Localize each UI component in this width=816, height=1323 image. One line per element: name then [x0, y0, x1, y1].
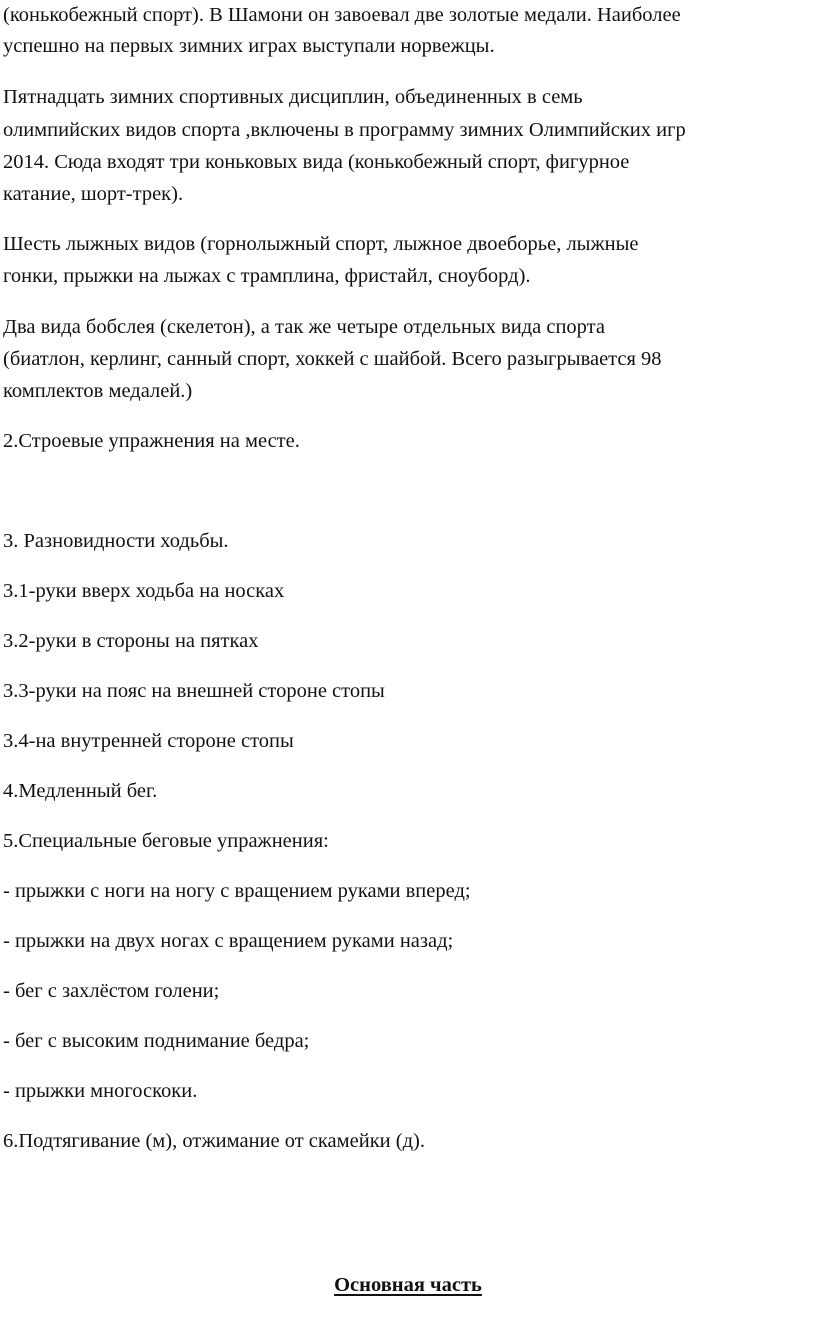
paragraph-2-line-4: катание, шорт-трек). [3, 183, 184, 205]
list-item: 5.Специальные беговые упражнения: [3, 830, 329, 852]
list-item: 3.1-руки вверх ходьба на носках [3, 580, 285, 602]
list-item: 4.Медленный бег. [3, 780, 158, 802]
paragraph-1-line-1: (конькобежный спорт). В Шамони он завоевал две золотые медали. Наиболее [3, 4, 681, 26]
list-item: 3.2-руки в стороны на пятках [3, 630, 259, 652]
list-item: - бег с высоким поднимание бедра; [3, 1030, 310, 1052]
paragraph-2-line-3: 2014. Сюда входят три коньковых вида (конькобежный спорт, фигурное [3, 151, 630, 173]
list-item: - прыжки многоскоки. [3, 1080, 198, 1102]
paragraph-3-line-2: гонки, прыжки на лыжах с трамплина, фристайл, сноуборд). [3, 265, 531, 287]
paragraph-2-line-2: олимпийских видов спорта ,включены в программу зимних Олимпийских игр [3, 119, 686, 141]
list-item: 3.3-руки на пояс на внешней стороне стопы [3, 680, 385, 702]
list-item: - бег с захлёстом голени; [3, 980, 220, 1002]
paragraph-1-line-2: успешно на первых зимних играх выступали норвежцы. [3, 35, 495, 57]
paragraph-4-line-1: Два вида бобслея (скелетон), а так же четыре отдельных вида спорта [3, 316, 605, 338]
list-item: - прыжки с ноги на ногу с вращением руками вперед; [3, 880, 471, 902]
list-item: 6.Подтягивание (м), отжимание от скамейки (д). [3, 1130, 425, 1152]
paragraph-2-line-1: Пятнадцать зимних спортивных дисциплин, объединенных в семь [3, 86, 583, 108]
list-item: 2.Строевые упражнения на месте. [3, 430, 300, 452]
list-item: 3. Разновидности ходьбы. [3, 530, 229, 552]
paragraph-4-line-2: (биатлон, керлинг, санный спорт, хоккей с шайбой. Всего разыгрывается 98 [3, 348, 662, 370]
list-item: 3.4-на внутренней стороне стопы [3, 730, 294, 752]
paragraph-3-line-1: Шесть лыжных видов (горнолыжный спорт, лыжное двоеборье, лыжные [3, 233, 639, 255]
paragraph-4-line-3: комплектов медалей.) [3, 380, 193, 402]
section-heading: Основная часть [334, 1274, 482, 1296]
list-item: - прыжки на двух ногах с вращением руками назад; [3, 930, 454, 952]
